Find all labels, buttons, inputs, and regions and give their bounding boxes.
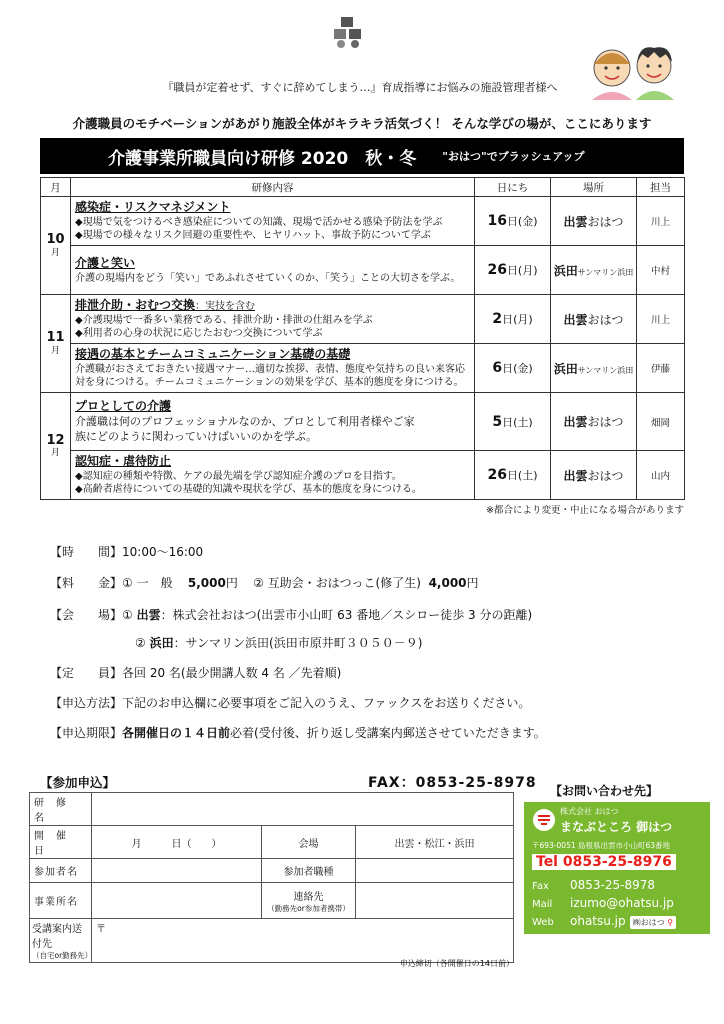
date-cell: 5日(土)	[475, 393, 551, 451]
place-cell: 浜田サンマリン浜田	[551, 344, 637, 393]
person-cell: 畑岡	[637, 393, 685, 451]
participant-field[interactable]	[92, 859, 262, 883]
date-cell: 16日(金)	[475, 197, 551, 246]
place-cell: 出雲おはつ	[551, 451, 637, 500]
banner-title: 介護事業所職員向け研修 2020 秋・冬	[108, 148, 417, 169]
date-cell: 26日(土)	[475, 451, 551, 500]
header-date: 日にち	[475, 178, 551, 197]
person-cell: 中村	[637, 246, 685, 295]
brand-logo-icon	[532, 808, 556, 832]
fax-row: Fax 0853-25-8978	[532, 878, 656, 892]
place-cell: 出雲おはつ	[551, 393, 637, 451]
info-limit: 【申込期限】各開催日の１４日前必着(受付後、折り返し受講案内郵送させていただきます。	[50, 726, 546, 740]
info-capacity: 【定 員】各回 20 名(最少開講人数 4 名 ／先着順)	[50, 666, 342, 680]
training-name-field[interactable]	[92, 793, 514, 826]
header-person: 担当	[637, 178, 685, 197]
search-button[interactable]: ㈱おはつ ⚲	[630, 916, 676, 929]
content-cell: 接遇の基本とチームコミュニケーション基礎の基礎 介護職がおさえておきたい接遇マナー…適切な挨拶、表情、態度や気持ちの良い来客応 対を身につける。チームコミュニケーションの効果を学び、基本的態度を身につける。	[71, 344, 475, 393]
date-label: 開 催 日	[30, 826, 92, 859]
table-row	[41, 197, 685, 246]
schedule-header-row	[41, 178, 685, 197]
date-cell: 6日(金)	[475, 344, 551, 393]
company-name: 株式会社 おはつ	[560, 807, 619, 816]
tagline: 『職員が定着せず、すぐに辞めてしまう…』育成指導にお悩みの施設管理者様へ	[162, 81, 558, 94]
place-cell: 出雲おはつ	[551, 295, 637, 344]
participant-label: 参加者名	[30, 859, 92, 883]
date-cell: 26日(月)	[475, 246, 551, 295]
content-cell: 感染症・リスクマネジメント ◆現場で気をつけるべき感染症についての知識、現場で活かせる感染予防法を学ぶ ◆現場での様々なリスク回避の重要性や、ヒヤリハット、事故予防について学ぶ	[71, 197, 475, 246]
contact-field[interactable]	[356, 883, 514, 919]
header-month: 月	[41, 178, 71, 197]
header-place: 場所	[551, 178, 637, 197]
mail-row: Mail izumo@ohatsu.jp	[532, 896, 674, 910]
table-row	[41, 344, 685, 393]
info-method: 【申込方法】下記のお申込欄に必要事項をご記入のうえ、ファックスをお送りください。	[50, 696, 531, 710]
mail-label: 受講案内送付先 （自宅or勤務先）	[30, 919, 92, 963]
month-cell: 11 月	[41, 295, 71, 393]
venue-label: 会場	[262, 826, 356, 859]
content-cell: 排泄介助・おむつ交換：実技を含む ◆介護現場で一番多い業務である、排泄介助・排泄の仕組みを学ぶ ◆利用者の心身の状況に応じたおむつ交換について学ぶ	[71, 295, 475, 344]
mail-field[interactable]: 〒	[92, 919, 514, 963]
tel-number: Tel 0853-25-8976	[532, 854, 676, 870]
contact-title: 【お問い合わせ先】	[550, 784, 659, 798]
venue-field[interactable]: 出雲・松江・浜田	[356, 826, 514, 859]
training-name-label: 研 修 名	[30, 793, 92, 826]
table-row	[41, 295, 685, 344]
table-row	[41, 451, 685, 500]
month-cell: 10 月	[41, 197, 71, 295]
office-field[interactable]	[92, 883, 262, 919]
position-field[interactable]	[356, 859, 514, 883]
banner-subtitle: "おはつ"でブラッシュアップ	[442, 150, 585, 163]
info-fee: 【料 金】① 一 般 5,000円 ② 互助会・おはつっこ(修了生) 4,000円	[50, 576, 479, 590]
contact-box	[524, 802, 710, 934]
info-time: 【時 間】10:00〜16:00	[50, 545, 204, 559]
content-cell: 介護と笑い 介護の現場内をどう「笑い」であふれさせていくのか、「笑う」ことの大切さを学ぶ。	[71, 246, 475, 295]
contact-label: 連絡先 （勤務先or参加者携帯）	[262, 883, 356, 919]
date-cell: 2日(月)	[475, 295, 551, 344]
office-label: 事業所名	[30, 883, 92, 919]
headline: 介護職員のモチベーションがあがり施設全体がキラキラ活気づく！ そんな学びの場が、ここにあります	[72, 116, 652, 131]
place-cell: 浜田サンマリン浜田	[551, 246, 637, 295]
company-address: 〒693-0051 島根県出雲市小山町63番地	[532, 841, 671, 850]
form-title: 【参加申込】	[40, 775, 116, 790]
schedule-note: ※都合により変更・中止になる場合があります	[486, 505, 684, 516]
header-content: 研修内容	[71, 178, 475, 197]
company-logo-icon	[331, 15, 365, 49]
schedule-table	[40, 177, 685, 500]
table-row	[41, 393, 685, 451]
search-icon: ⚲	[667, 918, 674, 927]
table-row	[41, 246, 685, 295]
fax-number: FAX：0853-25-8978	[368, 775, 537, 791]
brand-name: まなぶところ 御はつ	[560, 820, 673, 834]
position-label: 参加者職種	[262, 859, 356, 883]
web-row: Web ohatsu.jp ㈱おはつ ⚲	[532, 914, 676, 929]
info-venue-2: ② 浜田：サンマリン浜田(浜田市原井町３０５０－９)	[135, 636, 423, 650]
place-cell: 出雲おはつ	[551, 197, 637, 246]
form-deadline: 申込締切（各開催日の14日前）	[399, 959, 514, 968]
title-banner	[40, 138, 684, 174]
person-cell: 川上	[637, 197, 685, 246]
person-cell: 山内	[637, 451, 685, 500]
person-cell: 伊藤	[637, 344, 685, 393]
content-cell: 認知症・虐待防止 ◆認知症の種類や特徴、ケアの最先端を学び認知症介護のプロを目指す。 ◆高齢者虐待についての基礎的知識や現状を学び、基本的態度を身につける。	[71, 451, 475, 500]
month-cell: 12 月	[41, 393, 71, 500]
content-cell: プロとしての介護 介護職は何のプロフェッショナルなのか、プロとして利用者様やご家 族にどのように関わっていけばいいのかを学ぶ。	[71, 393, 475, 451]
date-field[interactable]: 月 日（ ）	[92, 826, 262, 859]
person-cell: 川上	[637, 295, 685, 344]
info-venue-1: 【会 場】① 出雲：株式会社おはつ(出雲市小山町 63 番地／スシロー徒歩 3 分の距離)	[50, 608, 533, 622]
application-form	[29, 792, 514, 963]
